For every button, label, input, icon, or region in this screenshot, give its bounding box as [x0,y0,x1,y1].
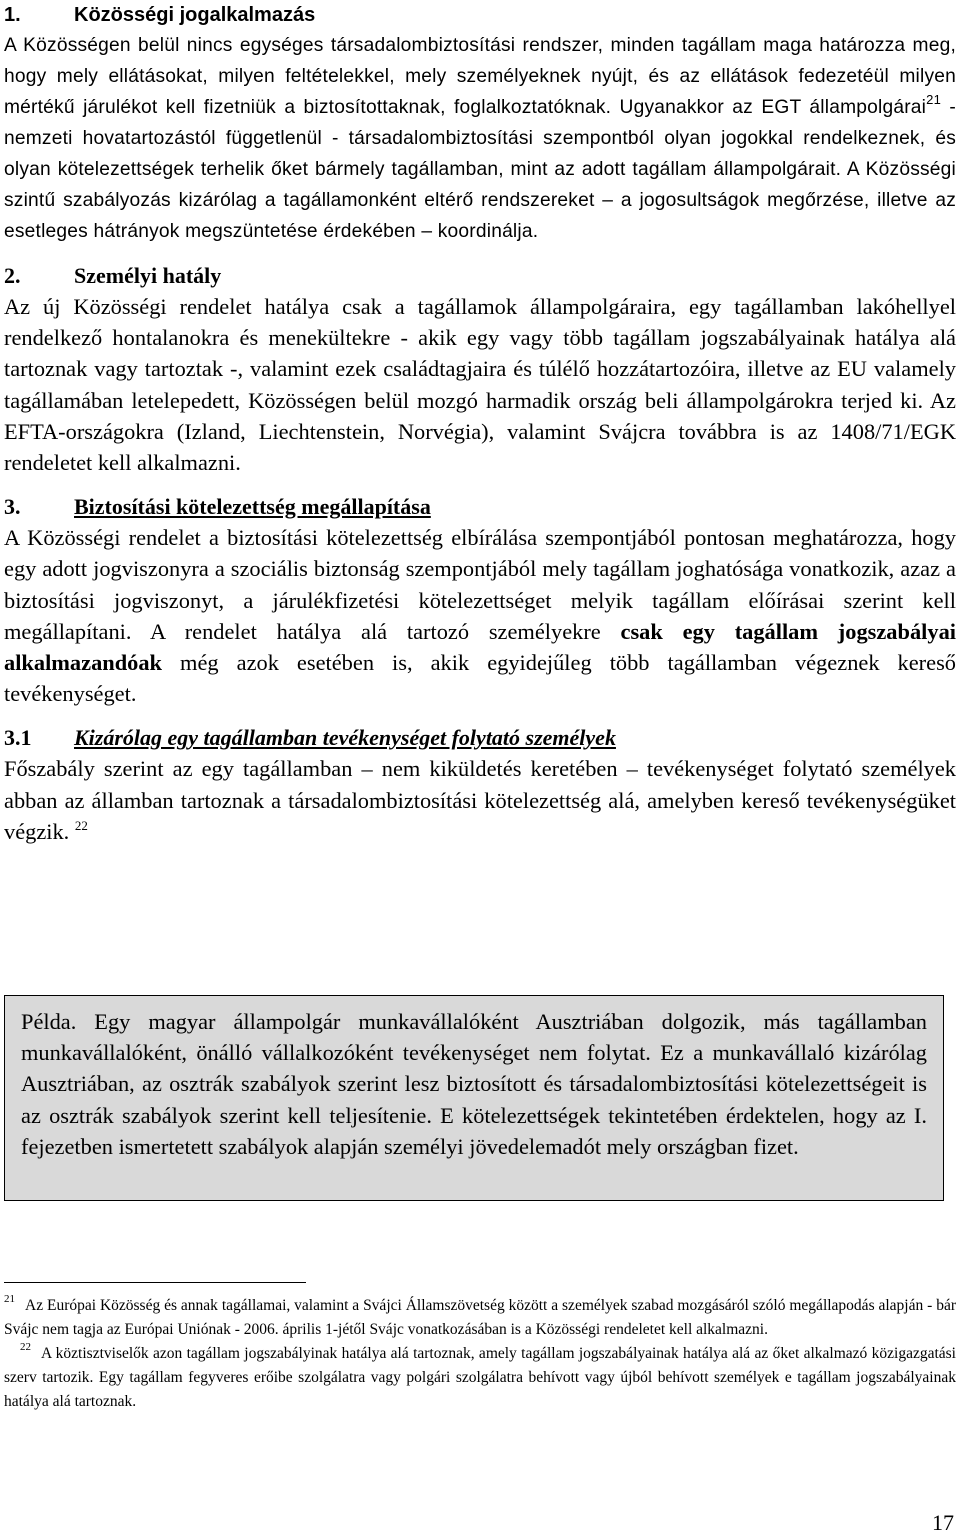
footnote-21 [4,1294,956,1342]
example-text: Példa. Egy magyar állampolgár munkavállalóként Ausztriában dolgozik, más tagállamban munkavállalóként, önálló vállalkozóként tevékenységet nem folytat. Ez a munkavállaló kizárólag Ausztriában, az osztrák szabályok szerint lesz biztosított és társadalombiztosítási kötelezettségeit is az osztrák szabályok szerint kell teljesítenie. E kötelezettségek tekintetében érdektelen, hogy az I. fejezetben ismertetett szabályok alapján személyi jövedelemadót mely országban fizet. [21,1009,927,1159]
section-3-number: 3. [4,494,21,520]
section-1-title: Közösségi jogalkalmazás [74,4,316,26]
section-2-title: Személyi hatály [74,263,222,288]
spacer [4,478,956,492]
section-1-text-a: A Közösségen belül nincs egységes társadalombiztosítási rendszer, minden tagállam maga határozza meg, hogy mely ellátásokat, milyen feltételekkel, mely személyeknek nyújt, és az ellátások fedezetéül milyen mértékű járulékot kell fizetniük a biztosítottaknak, foglalkoztatóknak. Ugyanakkor az EGT állampolgárai [4,35,956,118]
footnote-22-number: 22 [20,1341,31,1353]
section-3-1-number: 3.1 [4,725,32,751]
footnote-ref-21[interactable]: 21 [926,92,942,107]
section-2-heading [4,261,956,291]
section-1-text-b: - nemzeti hovatartozástól függetlenül - társadalombiztosítási szempontból olyan jogokkal rendelkeznek, és olyan kötelezettségek terhelik őket bármely tagállamban, mint az adott tagállam állampolgárait. A Közösségi szintű szabályozás kizárólag a tagállamonként eltérő rendszereket – a jogosultságok megőrzése, illetve az esetleges hátrányok megszüntetése érdekében – koordinálja. [4,97,956,242]
spacer [4,709,956,723]
section-3-paragraph [4,522,956,709]
footnote-separator [4,1282,306,1283]
section-3-1-heading [4,723,956,753]
section-3-title: Biztosítási kötelezettség megállapítása [74,494,431,520]
footnotes [4,1294,956,1414]
footnote-22 [4,1342,956,1414]
example-box [4,995,944,1201]
section-3-1-paragraph [4,753,956,847]
section-3-1-text: Főszabály szerint az egy tagállamban – nem kiküldetés keretében – tevékenységet folytató személyek abban az államban tartoznak a társadalombiztosítási kötelezettség alá, amelyben kereső tevékenységüket végzik. [4,756,956,844]
section-2-paragraph: Az új Közösségi rendelet hatálya csak a tagállamok állampolgáraira, egy tagállamban lakóhellyel rendelkező hontalanokra és menekültekre - akik egy vagy több tagállam jogszabályainak hatálya alá tartoznak vagy tartoztak -, valamint ezek családtagjaira és túlélő hozzátartozóira, illetve az EU valamely tagállamában letelepedett, Közösségen belül mozgó harmadik ország beli állampolgárokra terjed ki. Az EFTA-országokra (Izland, Liechtenstein, Norvégia), valamint Svájcra továbbra is az 1408/71/EGK rendeletet kell alkalmazni. [4,294,956,476]
page-number: 17 [932,1510,954,1535]
section-3-text-a: A Közösségi rendelet a biztosítási kötelezettség elbírálása szempontjából pontosan meghatározza, hogy egy adott jogviszonyra a szociális biztonság szempontjából mely tagállam joghatósága vonatkozik, azaz a biztosítási jogviszonyt, a járulékfizetési kötelezettséget melyik tagállam előírásai szerint kell megállapítani. A rendelet hatálya alá tartozó személyekre [4,525,956,644]
footnote-21-text: Az Európai Közösség és annak tagállamai, valamint a Svájci Államszövetség között a személyek szabad mozgásáról szóló megállapodás alapján - bár Svájc nem tagja az Európai Uniónak - 2006. április 1-jétől Svájc vonatkozásában is a Közösségi rendeletet kell alkalmazni. [4,1297,956,1338]
section-3-heading [4,492,956,522]
footnote-22-text: A köztisztviselők azon tagállam jogszabályinak hatálya alá tartoznak, amely tagállam jogszabályainak hatálya alá az őket alkalmazó közigazgatási szerv tartozik. Egy tagállam fegyveres erőibe szolgálatra vagy polgári szolgálatra behívott vagy újból behívott személyek e tagállam jogszabályainak hatálya alá tartoznak. [4,1345,956,1410]
section-3-1-title: Kizárólag egy tagállamban tevékenységet folytató személyek [74,725,616,751]
section-1-paragraph [4,30,956,247]
section-1-heading [4,0,956,30]
section-1-number: 1. [4,4,21,26]
document-page [4,0,956,847]
footnote-ref-22[interactable]: 22 [74,817,88,833]
section-2-number: 2. [4,263,21,288]
section-3-text-b: még azok esetében is, akik egyidejűleg több tagállamban végeznek kereső tevékenységet. [4,650,956,707]
section-3-text-bold: csak egy tagállam jogszabályai alkalmazandóak [4,618,956,676]
footnote-21-number: 21 [4,1293,15,1305]
spacer [4,247,956,261]
